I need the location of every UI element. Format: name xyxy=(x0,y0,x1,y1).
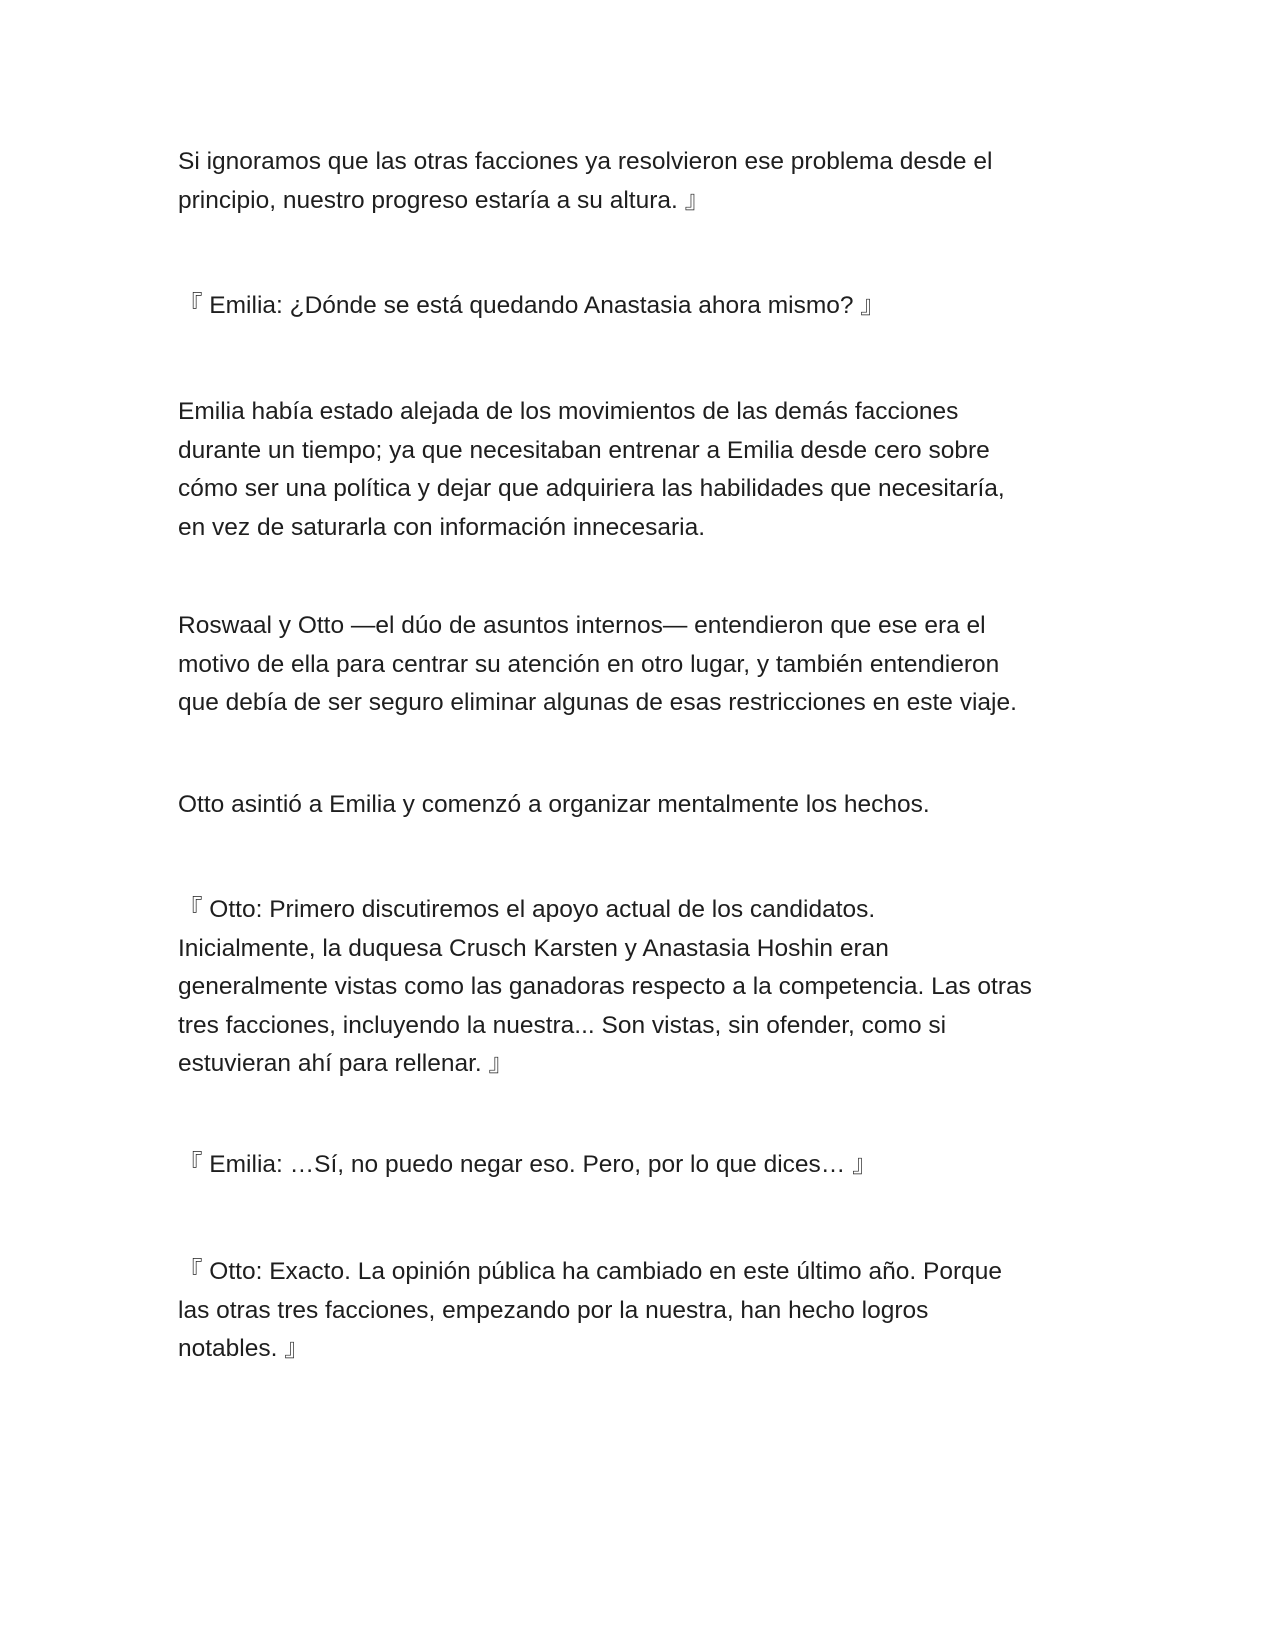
paragraph-6-dialogue-otto: 『 Otto: Primero discutiremos el apoyo actual de los candidatos. Inicialmente, la duquesa Crusch Karsten y Anastasia Hoshin eran generalmente vistas como las ganadoras respecto a la competencia. Las otras tres facciones, incluyendo la nuestra... Son vistas, sin ofender, como si estuvieran ahí para rellenar. 』 xyxy=(178,896,1032,1077)
paragraph-7-dialogue-emilia: 『 Emilia: …Sí, no puedo negar eso. Pero, por lo que dices… 』 xyxy=(178,1151,877,1178)
paragraph-4: Roswaal y Otto —el dúo de asuntos internos— entendieron que ese era el motivo de ella para centrar su atención en otro lugar, y también entendieron que debía de ser seguro eliminar algunas de esas restricciones en este viaje. xyxy=(178,612,1017,716)
paragraph-2-dialogue-emilia: 『 Emilia: ¿Dónde se está quedando Anastasia ahora mismo? 』 xyxy=(178,292,885,319)
paragraph-5: Otto asintió a Emilia y comenzó a organizar mentalmente los hechos. xyxy=(178,791,930,818)
paragraph-8-dialogue-otto: 『 Otto: Exacto. La opinión pública ha cambiado en este último año. Porque las otras tres facciones, empezando por la nuestra, han hecho logros notables. 』 xyxy=(178,1258,1002,1362)
paragraph-1: Si ignoramos que las otras facciones ya resolvieron ese problema desde el principio, nuestro progreso estaría a su altura. 』 xyxy=(178,148,993,214)
paragraph-3: Emilia había estado alejada de los movimientos de las demás facciones durante un tiempo; ya que necesitaban entrenar a Emilia desde cero sobre cómo ser una política y dejar que adquiriera las habilidades que necesitaría, en vez de saturarla con información innecesaria. xyxy=(178,398,1005,541)
